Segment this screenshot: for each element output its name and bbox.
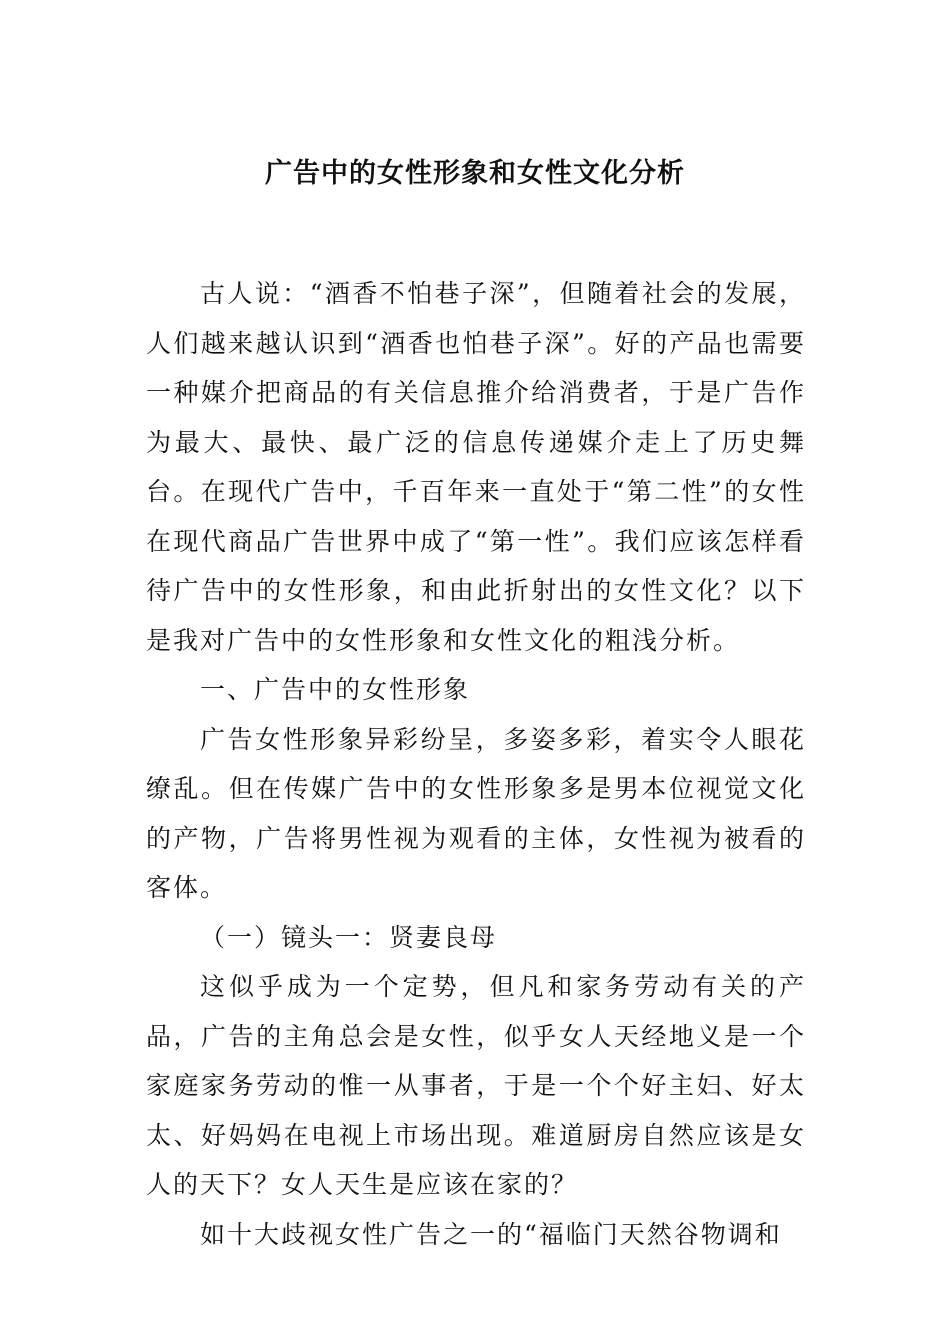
subsection-heading-1: （一）镜头一：贤妻良母: [200, 922, 498, 952]
document-body: [146, 269, 806, 1259]
paragraph-subsection-1: 这似乎成为一个定势，但凡和家务劳动有关的产品，广告的主角总会是女性，似乎女人天经地义是一个家庭家务劳动的惟一从事者，于是一个个好主妇、好太太、好妈妈在电视上市场出现。难道厨房自然应该是女人的天下？女人天生是应该在家的？: [146, 972, 806, 1199]
paragraph-example: 如十大歧视女性广告之一的“福临门天然谷物调和: [200, 1219, 782, 1249]
document-title: 广告中的女性形象和女性文化分析: [265, 158, 685, 189]
paragraph-section-1: 广告女性形象异彩纷呈，多姿多彩，着实令人眼花缭乱。但在传媒广告中的女性形象多是男本位视觉文化的产物，广告将男性视为观看的主体，女性视为被看的客体。: [146, 724, 806, 902]
paragraph-intro: 古人说：“酒香不怕巷子深”，但随着社会的发展，人们越来越认识到“酒香也怕巷子深”。好的产品也需要一种媒介把商品的有关信息推介给消费者，于是广告作为最大、最快、最广泛的信息传递媒介走上了历史舞台。在现代广告中，千百年来一直处于“第二性”的女性在现代商品广告世界中成了“第一性”。我们应该怎样看待广告中的女性形象，和由此折射出的女性文化？以下是我对广告中的女性形象和女性文化的粗浅分析。: [146, 279, 806, 655]
section-heading-1: 一、广告中的女性形象: [200, 675, 471, 704]
